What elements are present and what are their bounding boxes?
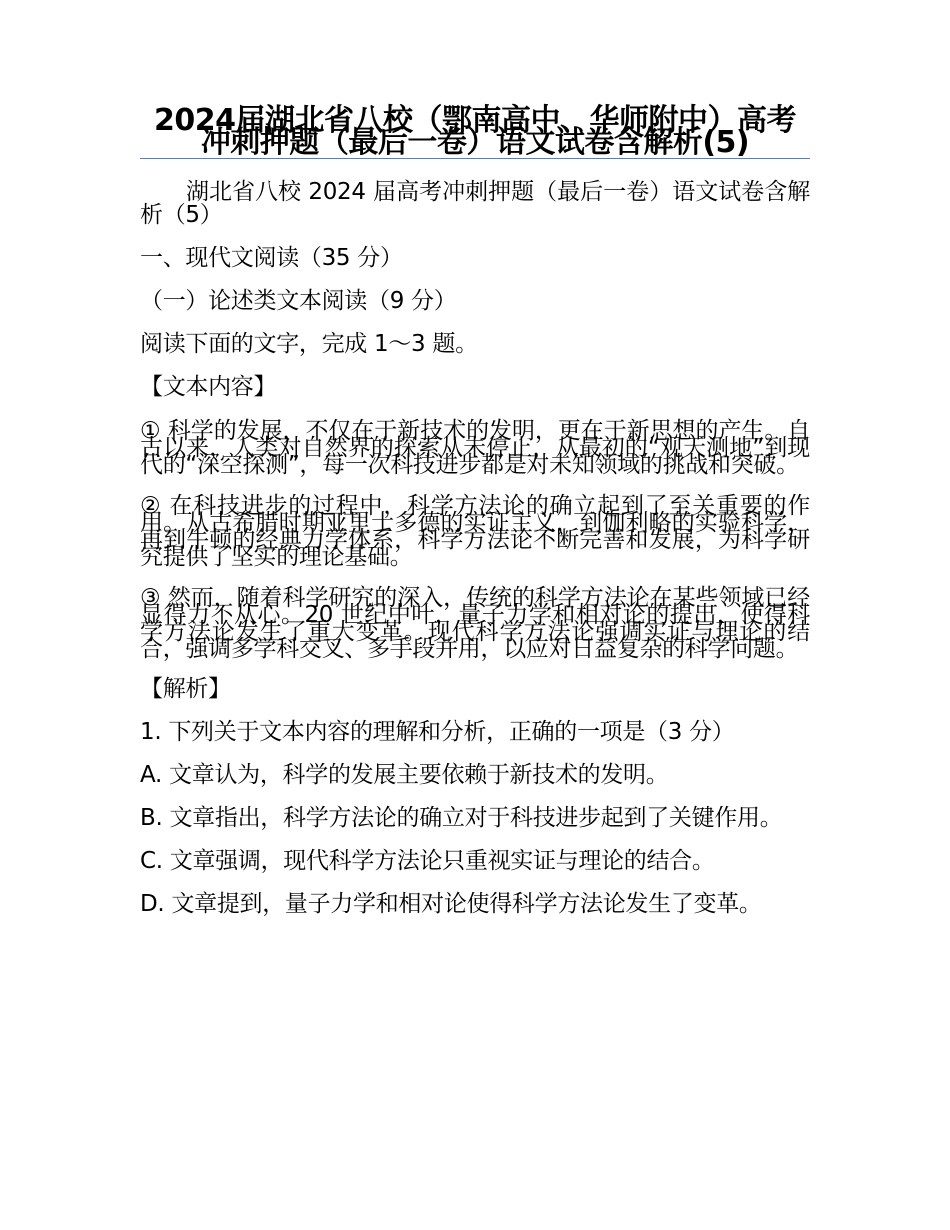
question-1: 1. 下列关于文本内容的理解和分析，正确的一项是（3 分） bbox=[140, 719, 735, 745]
section-heading: 一、现代文阅读（35 分） bbox=[140, 245, 403, 271]
passage-paragraph-3: ③ 然而，随着科学研究的深入，传统的科学方法论在某些领域已经显得力不从心。20 世纪中叶，量子力学和相对论的提出，使得科学方法论发生了重大变革。现代科学方法论强调实证与理论的结合，强调多学科交叉、多手段并用，以应对日益复杂的科学问题。 bbox=[140, 585, 810, 662]
option-d: D. 文章提到，量子力学和相对论使得科学方法论发生了变革。 bbox=[140, 891, 762, 917]
subsection-heading: （一）论述类文本阅读（9 分） bbox=[140, 288, 457, 314]
passage-paragraph-1: ① 科学的发展，不仅在于新技术的发明，更在于新思想的产生。自古以来，人类对自然界的探索从未停止，从最初的“观天测地”到现代的“深空探测”，每一次科技进步都是对未知领域的挑战和突破。 bbox=[140, 418, 810, 478]
passage-paragraph-2: ② 在科技进步的过程中，科学方法论的确立起到了至关重要的作用。从古希腊时期亚里士多德的实证主义，到伽利略的实验科学，再到牛顿的经典力学体系，科学方法论不断完善和发展，为科学研究提供了坚实的理论基础。 bbox=[140, 493, 810, 570]
text-content-label: 【文本内容】 bbox=[140, 374, 277, 400]
analysis-label: 【解析】 bbox=[140, 676, 231, 702]
document-title: 2024届湖北省八校（鄂南高中、华师附中）高考冲刺押题（最后一卷）语文试卷含解析(5) bbox=[154, 103, 796, 160]
option-b: B. 文章指出，科学方法论的确立对于科技进步起到了关键作用。 bbox=[140, 805, 783, 831]
option-a: A. 文章认为，科学的发展主要依赖于新技术的发明。 bbox=[140, 762, 669, 788]
option-c: C. 文章强调，现代科学方法论只重视实证与理论的结合。 bbox=[140, 848, 715, 874]
reading-instruction: 阅读下面的文字，完成 1～3 题。 bbox=[140, 331, 478, 357]
document-subtitle: 湖北省八校 2024 届高考冲刺押题（最后一卷）语文试卷含解析（5） bbox=[140, 179, 810, 228]
